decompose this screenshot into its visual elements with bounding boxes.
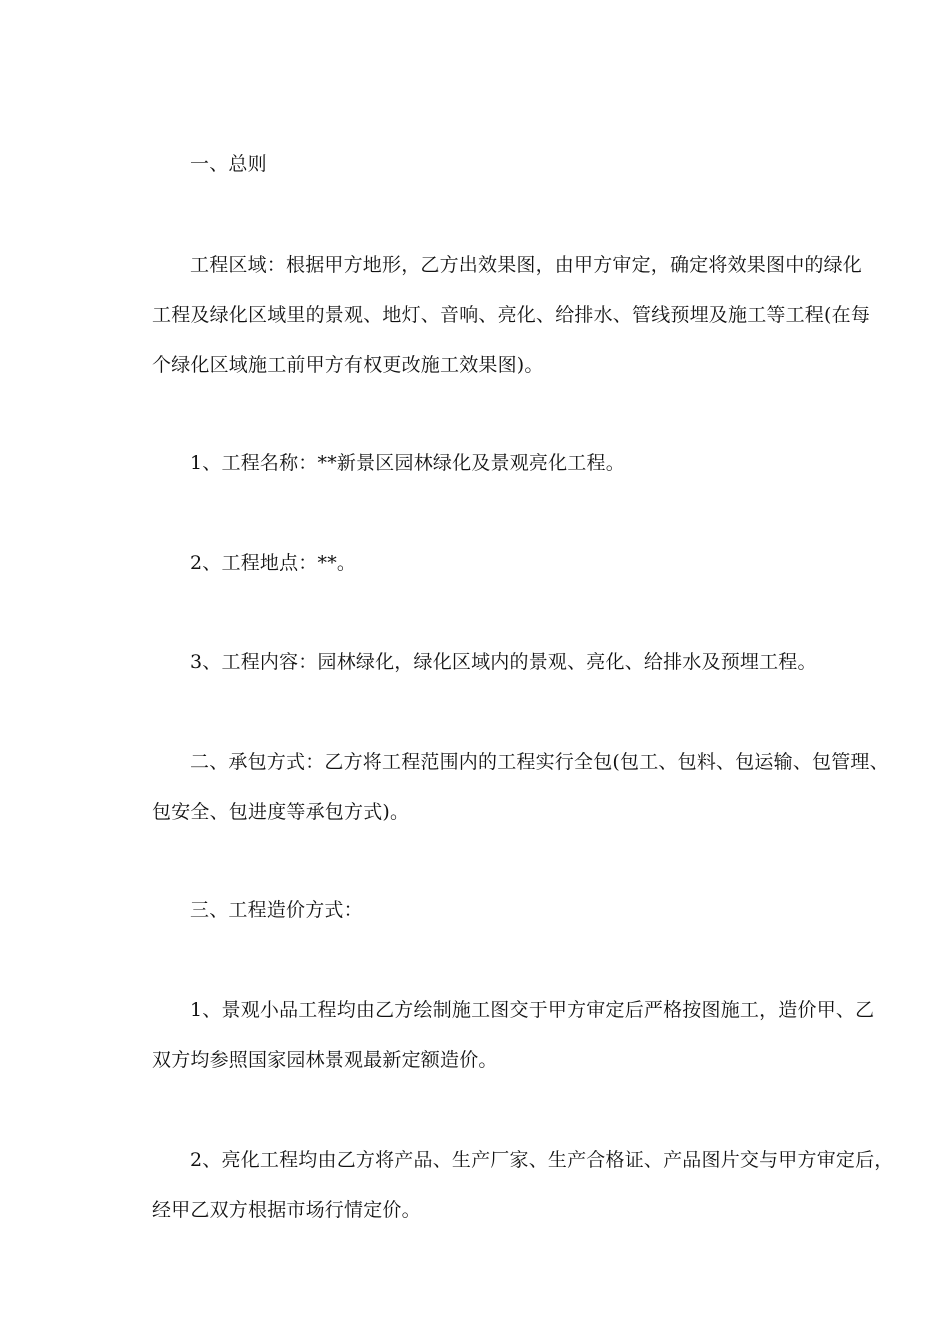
paragraph-project-content	[114, 637, 854, 687]
paragraph-project-name	[114, 438, 854, 488]
text-line: 1、工程名称：**新景区园林绿化及景观亮化工程。	[190, 452, 625, 474]
paragraph-project-location	[114, 538, 854, 588]
text-line: 2、亮化工程均由乙方将产品、生产厂家、生产合格证、产品图片交与甲方审定后，	[190, 1149, 894, 1171]
paragraph-lighting-cost	[114, 1135, 894, 1235]
text-line: 3、工程内容：园林绿化，绿化区域内的景观、亮化、给排水及预埋工程。	[190, 651, 817, 673]
text-line: 工程及绿化区域里的景观、地灯、音响、亮化、给排水、管线预埋及施工等工程(在每	[152, 304, 871, 326]
section-heading-contract-method	[114, 737, 889, 837]
text-line: 2、工程地点：**。	[190, 552, 357, 574]
text-line: 工程区域：根据甲方地形，乙方出效果图，由甲方审定，确定将效果图中的绿化	[190, 254, 863, 276]
paragraph-landscape-cost	[114, 985, 875, 1085]
section-heading-general	[114, 139, 854, 189]
text-line: 经甲乙双方根据市场行情定价。	[152, 1199, 421, 1221]
text-line: 1、景观小品工程均由乙方绘制施工图交于甲方审定后严格按图施工，造价甲、乙	[190, 999, 875, 1021]
text-line: 一、总则	[190, 153, 267, 175]
text-line: 包安全、包进度等承包方式)。	[152, 801, 410, 823]
text-line: 二、承包方式：乙方将工程范围内的工程实行全包(包工、包料、包运输、包管理、	[190, 751, 889, 773]
text-line: 个绿化区域施工前甲方有权更改施工效果图)。	[152, 354, 544, 376]
section-heading-cost-method	[114, 885, 854, 935]
paragraph-project-area	[114, 240, 871, 390]
text-line: 三、工程造价方式：	[190, 899, 363, 921]
text-line: 双方均参照国家园林景观最新定额造价。	[152, 1049, 498, 1071]
